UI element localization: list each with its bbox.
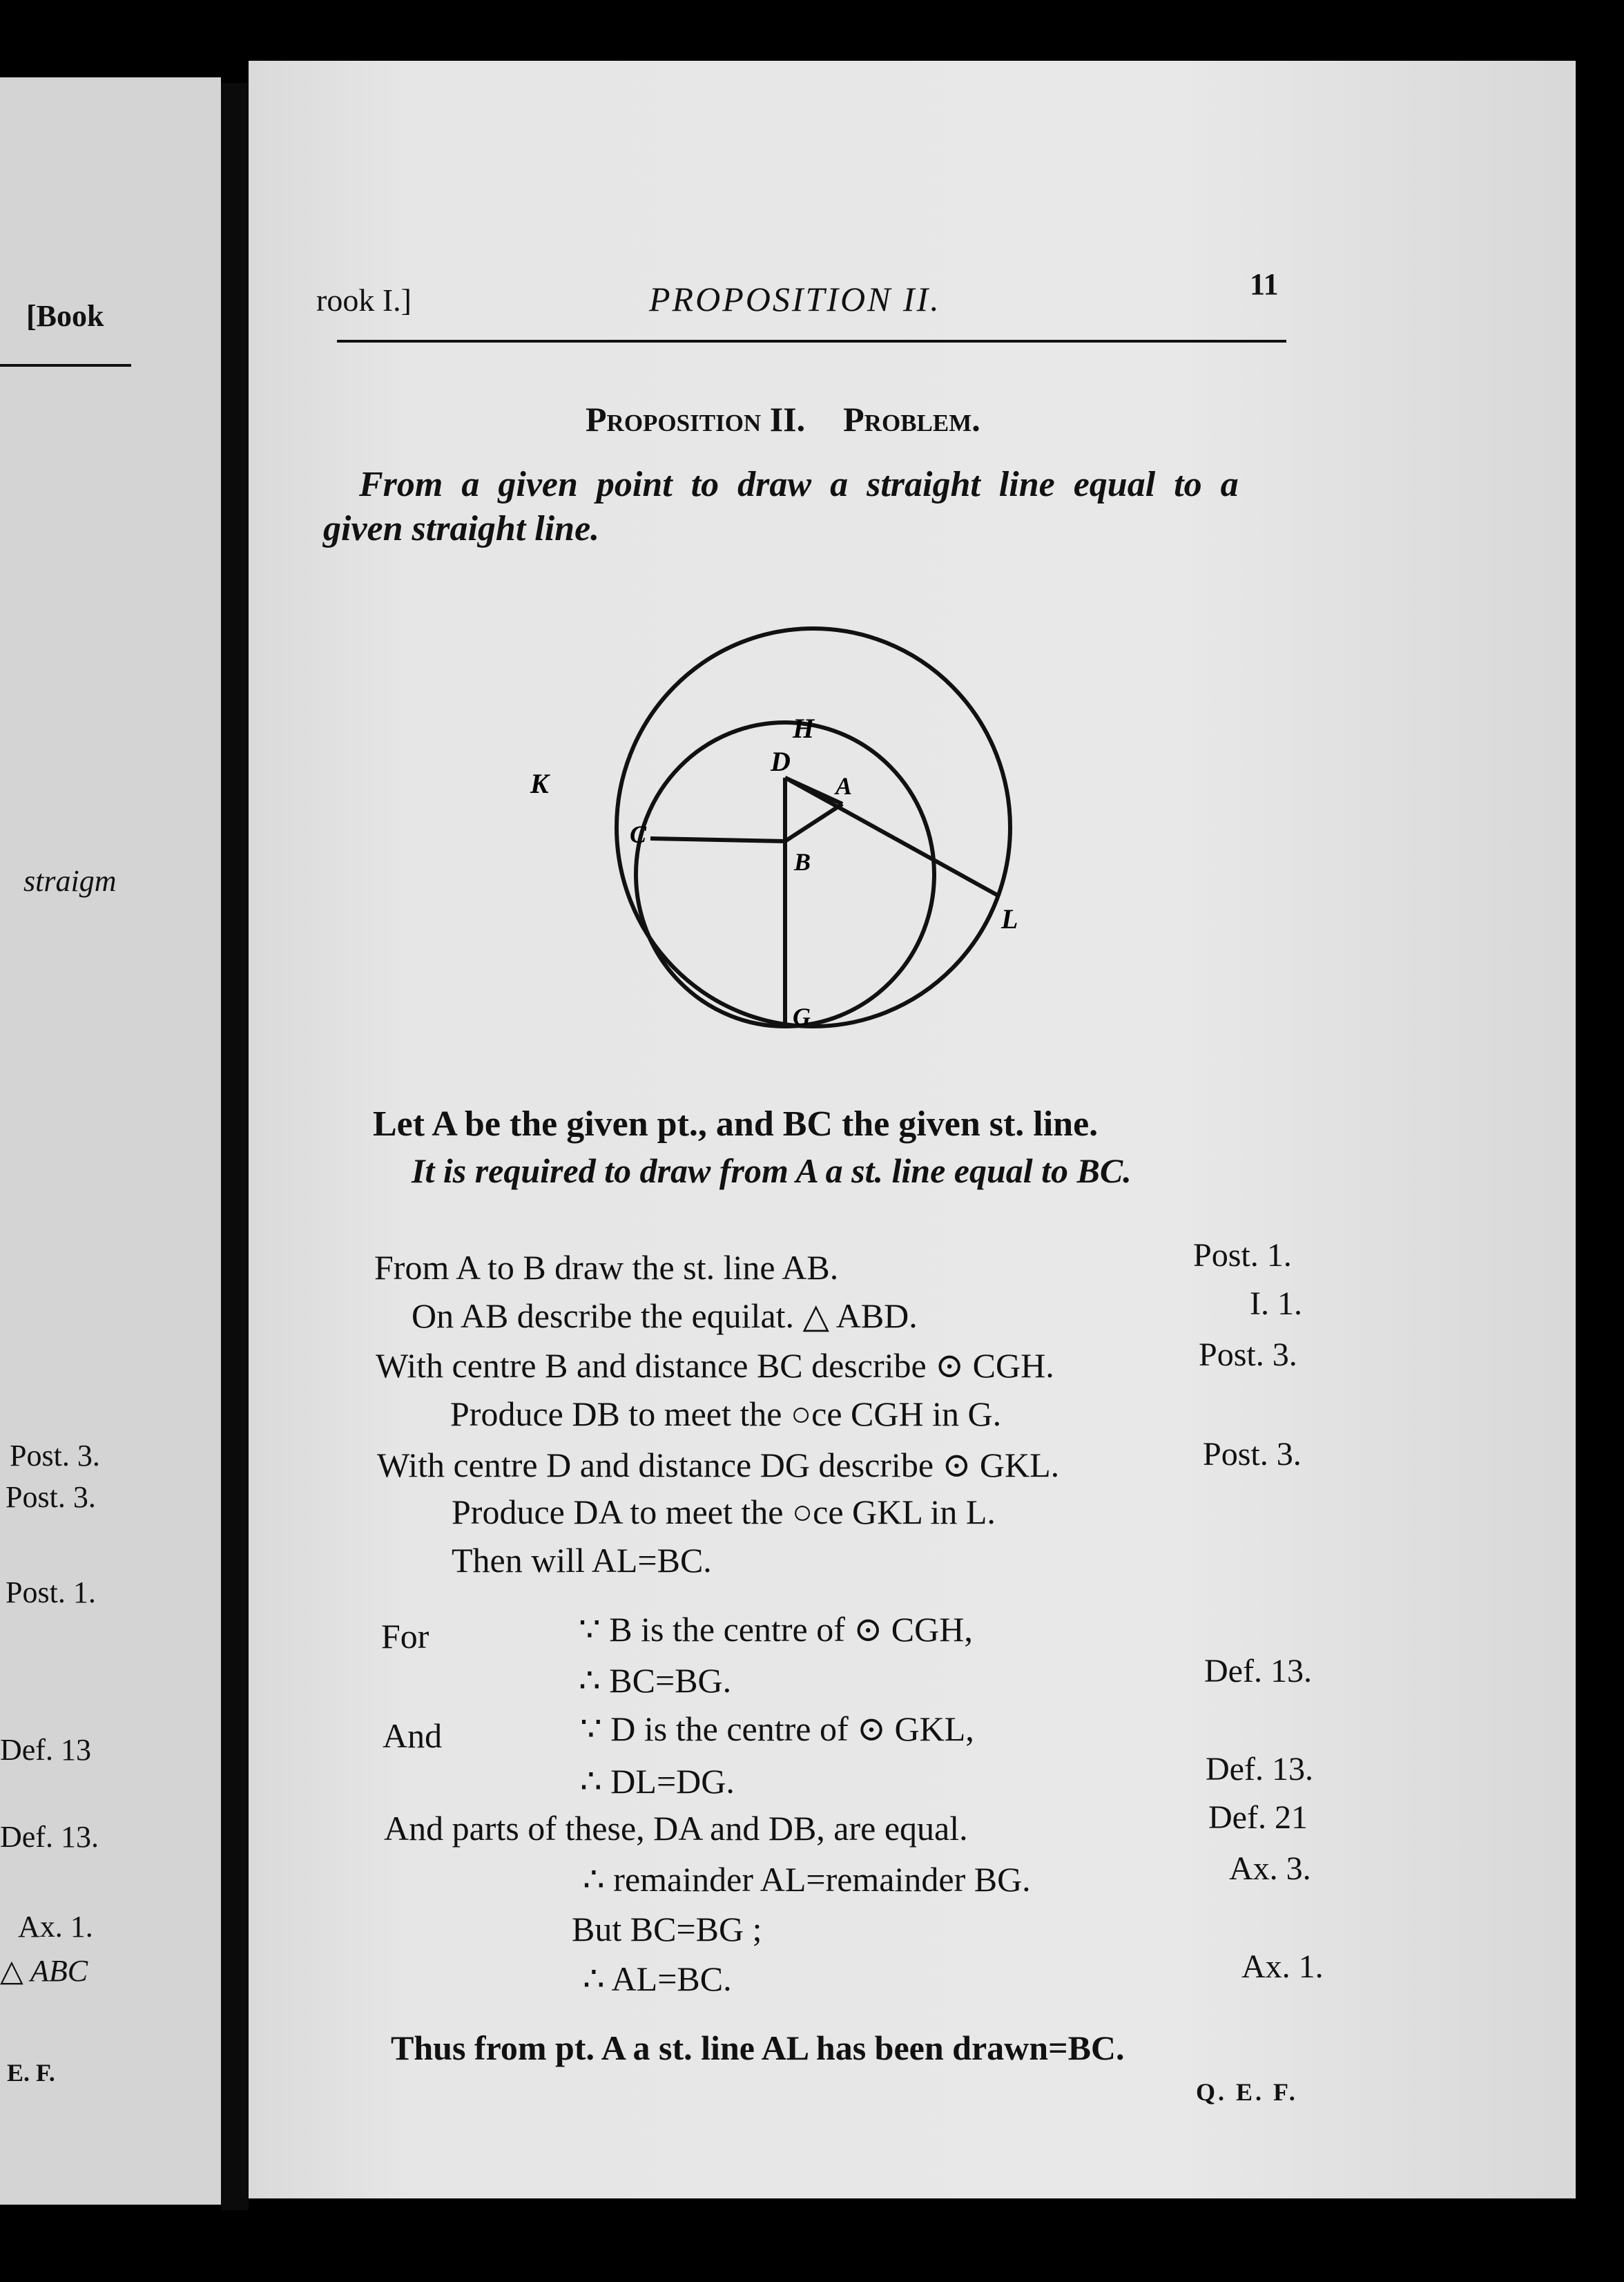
statement-line-2: given straight line. xyxy=(323,509,600,548)
label-d: D xyxy=(771,746,791,777)
label-c: C xyxy=(630,821,647,848)
statement-line-1: From a given point to draw a straight line equal to a xyxy=(359,465,1239,504)
left-ref: Post. 3. xyxy=(6,1480,96,1514)
proposition-number: Proposition II. xyxy=(586,400,806,439)
construction-step: With centre D and distance DG describe ⊙ GKL. xyxy=(377,1446,1060,1484)
running-header-book: rook I.] xyxy=(316,282,412,318)
conclusion: Thus from pt. A a st. line AL has been drawn=BC. xyxy=(391,2029,1125,2067)
proof-step: But BC=BG ; xyxy=(572,1910,762,1948)
qef-mark: Q. E. F. xyxy=(1196,2078,1298,2106)
left-header-rule xyxy=(0,364,131,367)
label-l: L xyxy=(1001,903,1018,934)
proof-step: ∴ AL=BC. xyxy=(583,1959,732,1998)
proof-step: ∴ remainder AL=remainder BG. xyxy=(583,1860,1031,1899)
construction-step: Produce DA to meet the ○ce GKL in L. xyxy=(452,1493,996,1531)
left-qef: E. F. xyxy=(7,2059,55,2087)
outer-circle-gkl xyxy=(617,629,1010,1026)
proof-step: ∵ D is the centre of ⊙ GKL, xyxy=(580,1709,974,1748)
left-ref: Post. 3. xyxy=(10,1439,100,1473)
geometric-diagram xyxy=(525,572,1091,1069)
proof-ref: Ax. 1. xyxy=(1241,1948,1324,1985)
book-gutter xyxy=(221,83,249,2210)
proof-ref: Def. 13. xyxy=(1204,1653,1312,1689)
construction-ref: Post. 1. xyxy=(1193,1237,1292,1274)
left-ref: △ ABC xyxy=(0,1954,88,1988)
proof-ref: Ax. 3. xyxy=(1229,1850,1311,1887)
proof-ref: Def. 13. xyxy=(1206,1751,1313,1787)
line-ab xyxy=(785,804,842,841)
given-line-1: Let A be the given pt., and BC the given st. line. xyxy=(373,1104,1099,1144)
construction-step: Then will AL=BC. xyxy=(452,1541,712,1580)
label-k: K xyxy=(530,768,549,799)
left-ref: Ax. 1. xyxy=(18,1910,93,1944)
proposition-type: Problem. xyxy=(843,400,980,439)
label-a: A xyxy=(835,772,853,800)
left-word: straigm xyxy=(23,864,117,898)
proof-lead: And xyxy=(383,1716,443,1755)
construction-ref: Post. 3. xyxy=(1199,1336,1297,1373)
construction-ref: Post. 3. xyxy=(1203,1436,1302,1473)
proof-step: ∵ B is the centre of ⊙ CGH, xyxy=(579,1610,973,1649)
construction-step: From A to B draw the st. line AB. xyxy=(374,1248,839,1287)
left-ref: Def. 13. xyxy=(0,1820,99,1854)
left-page-fragment xyxy=(0,77,221,2205)
construction-ref: I. 1. xyxy=(1250,1285,1302,1322)
line-dl xyxy=(785,778,1000,897)
header-rule xyxy=(337,340,1286,343)
construction-step: On AB describe the equilat. △ ABD. xyxy=(412,1296,918,1335)
proof-step: And parts of these, DA and DB, are equal. xyxy=(384,1809,968,1848)
left-header: [Book xyxy=(26,299,104,333)
proof-step: ∴ DL=DG. xyxy=(580,1762,735,1801)
left-ref: Def. 13 xyxy=(0,1733,91,1767)
left-ref: Post. 1. xyxy=(6,1575,96,1609)
label-g: G xyxy=(793,1003,811,1030)
proof-lead: For xyxy=(381,1617,429,1656)
given-line-2: It is required to draw from A a st. line equal to BC. xyxy=(412,1151,1132,1190)
page-number: 11 xyxy=(1250,267,1279,301)
construction-step: Produce DB to meet the ○ce CGH in G. xyxy=(450,1394,1002,1433)
proposition-heading xyxy=(586,399,980,439)
label-b: B xyxy=(794,848,811,876)
running-header-title: PROPOSITION II. xyxy=(649,280,941,318)
line-bc xyxy=(650,838,785,841)
label-h: H xyxy=(793,713,815,744)
construction-step: With centre B and distance BC describe ⊙ CGH. xyxy=(376,1346,1054,1385)
proof-step: ∴ BC=BG. xyxy=(579,1661,732,1700)
right-page xyxy=(249,61,1576,2198)
proof-ref: Def. 21 xyxy=(1208,1799,1308,1836)
